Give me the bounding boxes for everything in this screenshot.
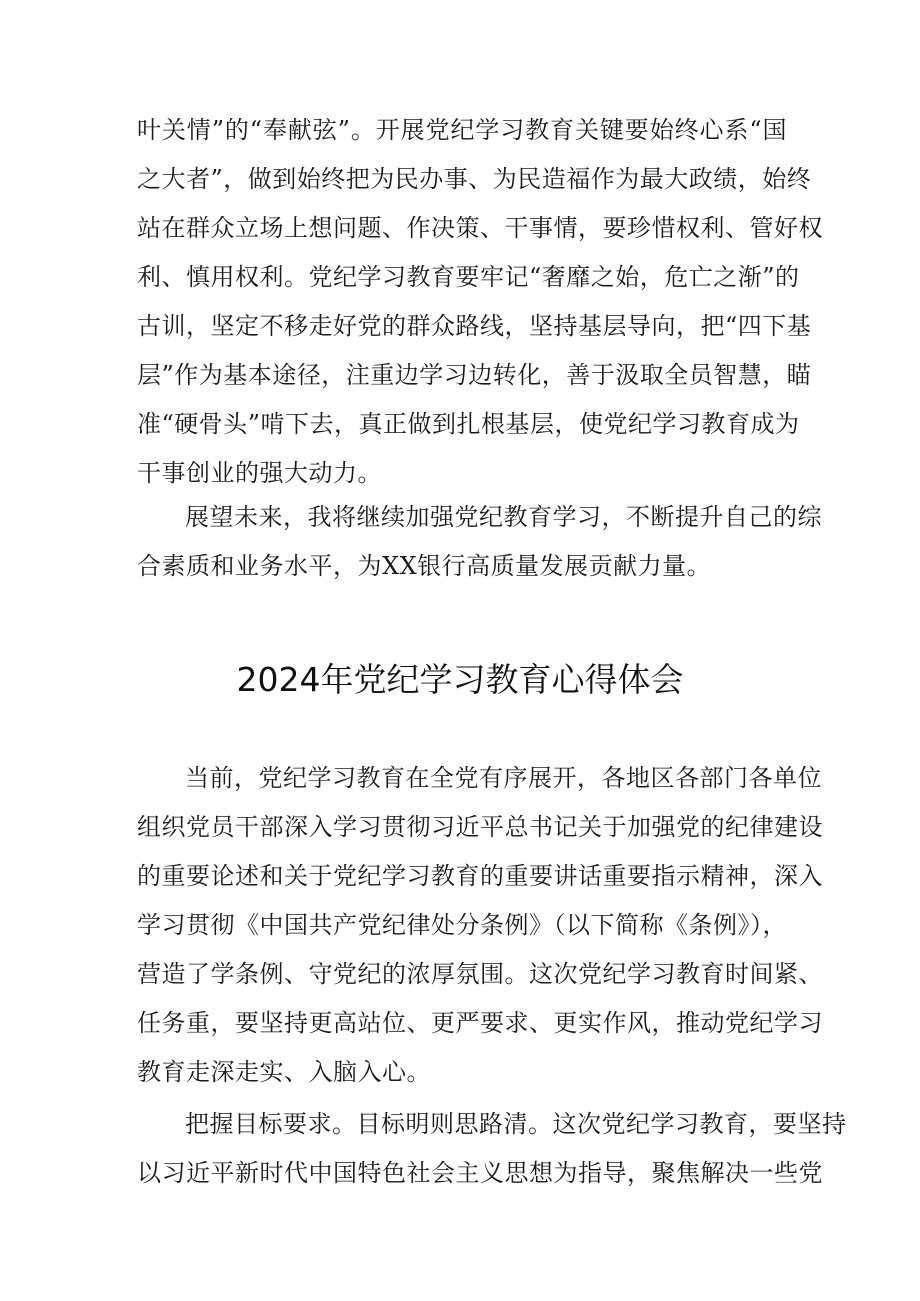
paragraph-line: 当前，党纪学习教育在全党有序展开，各地区各部门各单位: [185, 764, 822, 792]
paragraph-line: 营造了学条例、守党纪的浓厚氛围。这次党纪学习教育时间紧、: [137, 960, 823, 988]
paragraph-line: 古训，坚定不移走好党的群众路线，坚持基层导向，把“四下基: [137, 312, 812, 340]
paragraph-line: 合素质和业务水平，为XX银行高质量发展贡献力量。: [137, 552, 712, 580]
paragraph-line: 展望未来，我将继续加强党纪教育学习，不断提升自己的综: [185, 503, 822, 531]
paragraph-line: 站在群众立场上想问题、作决策、干事情，要珍惜权利、管好权: [137, 214, 823, 242]
paragraph-line: 的重要论述和关于党纪学习教育的重要讲话重要指示精神，深入: [137, 862, 823, 890]
paragraph-line: 准“硬骨头”啃下去，真正做到扎根基层，使党纪学习教育成为: [137, 410, 800, 438]
paragraph-2: [137, 493, 822, 591]
paragraph-line: 以习近平新时代中国特色社会主义思想为指导，聚焦解决一些党: [137, 1159, 823, 1187]
paragraph-line: 任务重，要坚持更高站位、更严要求、更实作风，推动党纪学习: [137, 1009, 823, 1037]
paragraph-line: 之大者”，做到始终把为民办事、为民造福作为最大政绩，始终: [137, 165, 812, 193]
paragraph-3: [137, 754, 823, 1097]
paragraph-4: [137, 1100, 847, 1198]
paragraph-line: 干事创业的强大动力。: [137, 459, 382, 487]
paragraph-line: 教育走深走实、入脑入心。: [137, 1058, 431, 1086]
document-title: 2024年党纪学习教育心得体会: [236, 660, 684, 699]
paragraph-line: 层”作为基本途径，注重边学习边转化，善于汲取全员智慧，瞄: [137, 361, 812, 389]
paragraph-line: 把握目标要求。目标明则思路清。这次党纪学习教育，要坚持: [185, 1110, 847, 1138]
paragraph-line: 叶关情”的“奉献弦”。开展党纪学习教育关键要始终心系“国: [137, 116, 787, 144]
paragraph-1: [137, 106, 823, 498]
paragraph-line: 组织党员干部深入学习贯彻习近平总书记关于加强党的纪律建设: [137, 813, 823, 841]
paragraph-line: 利、慎用权利。党纪学习教育要牢记“奢靡之始，危亡之渐”的: [137, 263, 800, 291]
paragraph-line: 学习贯彻《中国共产党纪律处分条例》（以下简称《条例》），: [137, 911, 787, 939]
